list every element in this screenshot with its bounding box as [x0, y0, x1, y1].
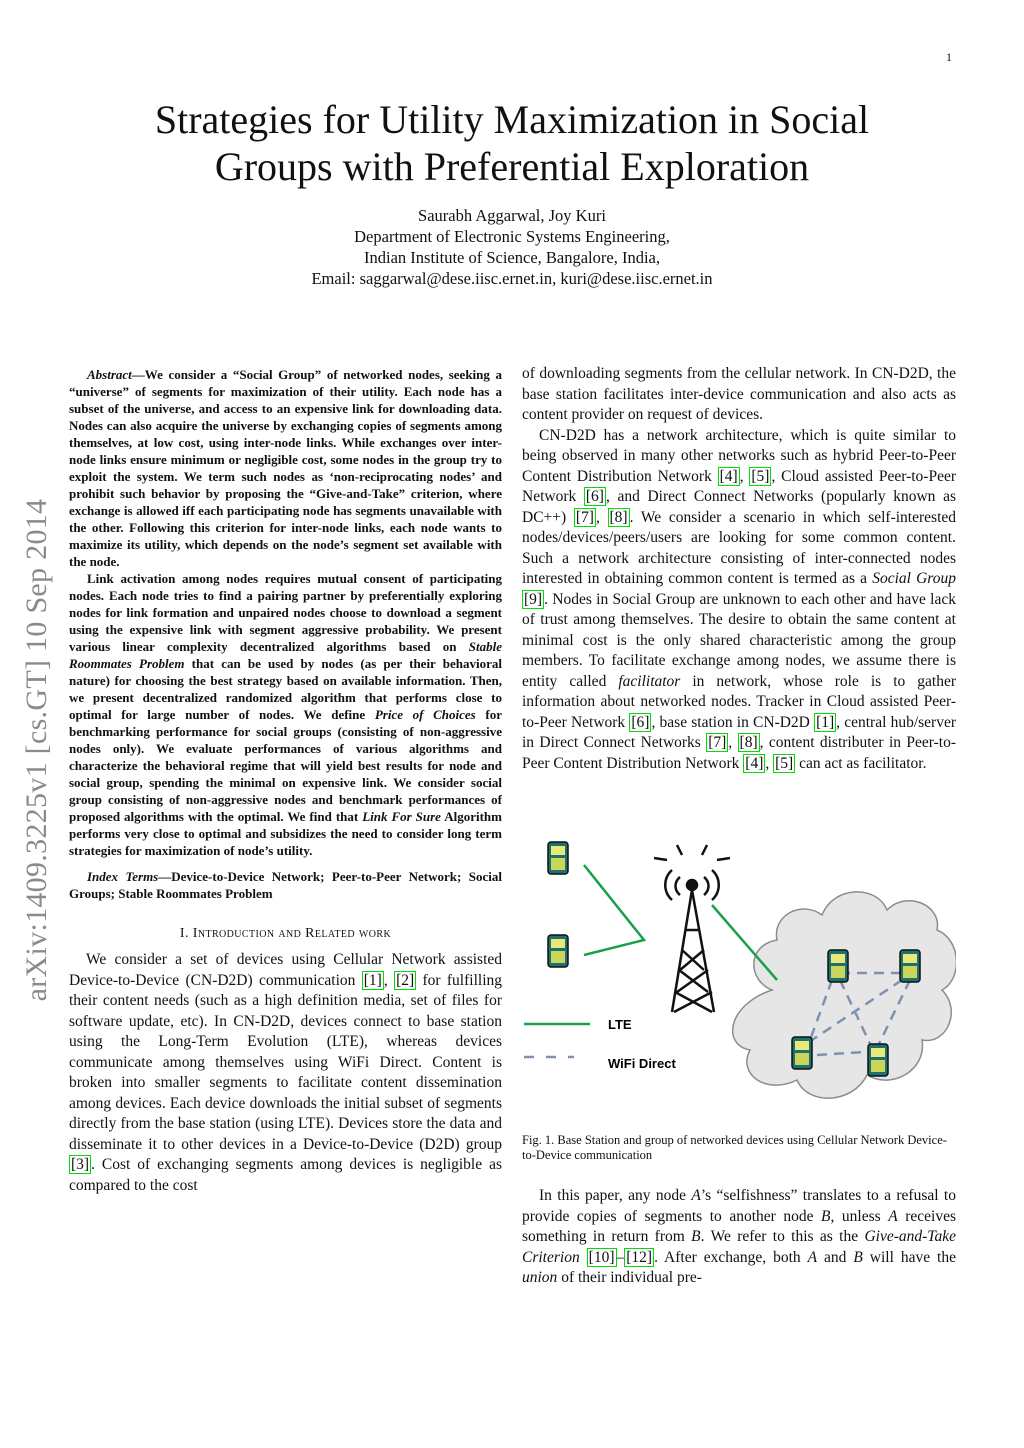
right-text: , central hub/server in Direct Connect Networks	[522, 713, 957, 751]
citation-link[interactable]: [1]	[363, 971, 382, 989]
right-text: , Cloud assisted Peer-to-Peer Network	[522, 467, 956, 505]
citation-link[interactable]: [1]	[816, 713, 835, 731]
math-var-b: B	[821, 1207, 831, 1225]
title-line-1: Strategies for Utility Maximization in Social	[154, 97, 870, 142]
author-email: Email: saggarwal@dese.iisc.ernet.in, kuri@dese.iisc.ernet.in	[311, 269, 713, 288]
emph-social-group: Social Group	[872, 570, 956, 587]
left-column	[69, 366, 502, 1196]
citation-link[interactable]: [5]	[775, 754, 794, 772]
abstract-text-1: —We consider a “Social Group” of networked nodes, seeking a “universe” of segments for maximization of their utility. Each node has a subset of the universe, and access to an expensive link for downloading data. Nodes can also acquire the universe by exchanging copies of segments among themselves, at low cost, using inter-node links. While exchanges over inter-node links ensure minimum or negligible cost, some nodes in the group try to exploit the system. We term such nodes as ‘non-reciprocating nodes’ and prohibit such behavior by proposing the “Give-and-Take” criterion, where exchange is allowed iff each participating node has segments unavailable with the other. Following this criterion for inter-node links, each node wants to maximize its utility, which depends on the node’s segment set available with the node.	[69, 367, 502, 569]
math-var-b: B	[853, 1248, 863, 1266]
rb-sep	[580, 1249, 587, 1266]
right-text: , and Direct Connect Networks (popularly known as DC++)	[522, 488, 956, 526]
emph-give-and-take: Give-and-Take Criterion	[522, 1228, 957, 1266]
affiliation-department: Department of Electronic Systems Engineering,	[354, 227, 670, 246]
citation-link[interactable]: [5]	[751, 467, 770, 485]
citation-link[interactable]: [8]	[609, 508, 628, 526]
mobile-device-icon	[548, 935, 568, 967]
cloud-shape	[733, 892, 956, 1098]
rb-text: In this paper, any node	[539, 1187, 692, 1204]
rb-text: , unless	[830, 1207, 889, 1225]
abstract-emph-link-for-sure: Link For Sure	[362, 809, 441, 824]
rb-text: and	[817, 1248, 854, 1266]
abstract-emph-price-of-choices: Price of Choices	[374, 707, 476, 722]
author-names: Saurabh Aggarwal, Joy Kuri	[418, 206, 606, 225]
author-block	[0, 205, 1024, 289]
title-line-2: Groups with Preferential Exploration	[214, 144, 810, 189]
right-paragraph-2	[522, 426, 956, 775]
right-sep: ,	[739, 467, 750, 485]
index-terms-label: Index Terms	[87, 869, 159, 884]
citation-link[interactable]: [4]	[719, 467, 738, 485]
abstract-paragraph-1	[69, 366, 502, 570]
right-text: . We consider a scenario in which self-interested nodes/devices/peers/users are looking for some common content. Such a network architecture consisting of inter-connected nodes interested in obtaining common content is termed as a	[522, 508, 957, 587]
abstract-text-2a: Link activation among nodes requires mutual consent of participating nodes. Each node tries to find a pairing partner by preferentially exploring nodes for link formation and unpaired nodes choose to download a segment using the expensive link with segment aggressive probability. We present various linear complexity decentralized algorithms based on	[69, 571, 502, 654]
citation-link[interactable]: [9]	[524, 590, 543, 608]
rb-text: ’s “selfishness” translates to a refusal to provide copies of segments to another node	[522, 1187, 956, 1225]
math-var-a: A	[691, 1187, 701, 1204]
right-text: , base station in CN-D2D	[651, 713, 815, 731]
rb-text: . We refer to this as the	[700, 1228, 865, 1245]
abstract	[69, 366, 502, 902]
mobile-device-icon	[548, 842, 568, 874]
right-sep: ,	[765, 754, 774, 772]
citation-link[interactable]: [2]	[396, 971, 415, 989]
abstract-emph-stable-roommates: Stable Roommates Problem	[69, 639, 502, 671]
intro-text-3: . Cost of exchanging segments among devices is negligible as compared to the cost	[69, 1156, 502, 1194]
emph-facilitator: facilitator	[618, 672, 681, 690]
figure-network-diagram	[522, 830, 956, 1120]
right-text: , content distributer in Peer-to-Peer Content Distribution Network	[522, 734, 956, 772]
math-var-a: A	[888, 1207, 898, 1225]
intro-text-1: We consider a set of devices using Cellular Network assisted Device-to-Device (CN-D2D) communication	[69, 951, 502, 989]
rb-sep: –	[616, 1248, 625, 1266]
right-sep: ,	[728, 734, 738, 751]
index-terms	[69, 868, 502, 902]
page-number: 1	[946, 50, 952, 64]
mobile-device-icon	[792, 1037, 812, 1069]
citation-link[interactable]: [7]	[708, 734, 727, 751]
right-text: can act as facilitator.	[795, 754, 927, 772]
legend-wifi-label: WiFi Direct	[608, 1056, 676, 1071]
right-text: . Nodes in Social Group are unknown to each other and have lack of trust among themselves. The desire to obtain the same content at minimal cost is the only shared characteristic among the group members. To facilitate exchange among nodes, we assume there is entity called	[522, 590, 956, 690]
legend-lte-label: LTE	[608, 1017, 632, 1032]
right-column-bottom	[522, 1186, 956, 1289]
math-var-a: A	[807, 1248, 818, 1266]
intro-text-2: for fulfilling their content needs (such as a high definition media, set of files for software update, etc). In CN-D2D, devices connect to base station using the Long-Term Evolution (LTE), whereas devices communicate among themselves using WiFi Direct. Content is broken into smaller segments to facilitate content dissemination among devices. Each device downloads the initial subset of segments directly from the base station (using LTE). Devices store the data and disseminate it to other devices in a Device-to-Device (D2D) group	[69, 971, 503, 1153]
emph-union: union	[522, 1269, 558, 1286]
citation-link[interactable]: [3]	[71, 1156, 90, 1173]
citation-link[interactable]: [6]	[585, 488, 604, 505]
abstract-text-2c: for benchmarking performance for social groups (consisting of non-aggressive nodes only). We evaluate performances of various algorithms and characterize the behavioral regime that will yield best results for node and social group, spending the minimal on expensive link. We consider social group consisting of non-aggressive nodes and benchmark performances of proposed algorithms with the optimal. We find that	[69, 707, 502, 824]
paper-title	[0, 96, 1024, 190]
index-terms-text: —Device-to-Device Network; Peer-to-Peer Network; Social Groups; Stable Roommates Problem	[69, 869, 502, 901]
rb-text: . After exchange, both	[654, 1248, 808, 1266]
mobile-device-icon	[900, 950, 920, 982]
rb-text: of their individual pre-	[557, 1269, 702, 1286]
citation-link[interactable]: [8]	[739, 734, 758, 751]
arxiv-identifier: arXiv:1409.3225v1 [cs.GT] 10 Sep 2014	[20, 498, 53, 1002]
abstract-text-2d: Algorithm performs very close to optimal and subsidizes the need to consider long term strategies for maximization of node’s utility.	[69, 809, 502, 858]
rb-text: receives something in return from	[522, 1207, 956, 1245]
section-heading-introduction: I. Introduction and Related work	[179, 926, 392, 941]
selfishness-paragraph	[522, 1186, 956, 1289]
right-column	[522, 364, 956, 774]
citation-link[interactable]: [6]	[631, 713, 650, 731]
figure-caption: Fig. 1. Base Station and group of networked devices using Cellular Network Device-to-Device communication	[522, 1133, 947, 1162]
mobile-device-icon	[868, 1044, 888, 1076]
intro-paragraph	[69, 950, 502, 1196]
abstract-paragraph-2	[69, 570, 502, 859]
introduction-text	[69, 950, 502, 1196]
math-var-b: B	[691, 1228, 701, 1245]
right-text: in network, whose role is to gather information about networked nodes. Tracker in Cloud assisted Peer-to-Peer Network	[522, 672, 956, 731]
citation-link[interactable]: [7]	[575, 508, 594, 526]
base-station-tower-icon	[654, 845, 730, 1012]
mobile-device-icon	[828, 950, 848, 982]
abstract-text-2b: that can be used by nodes (as per their behavioral nature) for choosing the best strategy based on available information. Then, we present decentralized randomized algorithm that performs close to optimal for large number of nodes. We define	[69, 656, 502, 722]
rb-text: will have the	[862, 1248, 956, 1266]
right-sep: ,	[595, 508, 608, 526]
citation-link[interactable]: [4]	[745, 754, 764, 772]
right-paragraph-1: of downloading segments from the cellular network. In CN-D2D, the base station facilitates inter-device communication and also acts as content provider on request of devices.	[522, 365, 956, 423]
abstract-label: Abstract	[87, 367, 132, 382]
citation-link[interactable]: [12]	[626, 1248, 653, 1266]
network-diagram-svg	[522, 830, 956, 1120]
affiliation-institute: Indian Institute of Science, Bangalore, India,	[364, 248, 660, 267]
intro-sep: ,	[383, 971, 395, 989]
right-text: CN-D2D has a network architecture, which is quite similar to being observed in many other networks such as hybrid Peer-to-Peer Content Distribution Network	[522, 426, 956, 485]
citation-link[interactable]: [10]	[588, 1248, 615, 1266]
